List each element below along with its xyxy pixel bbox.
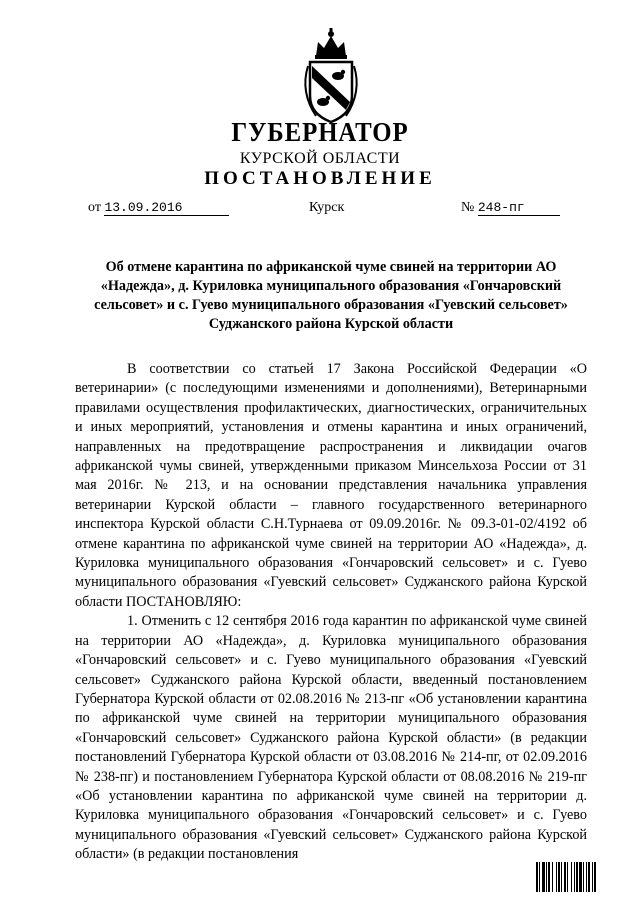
- barcode-bar: [586, 862, 587, 892]
- document-number: 248-пг: [478, 201, 560, 216]
- document-heading: Об отмене карантина по африканской чуме свиней на территории АО «Надежда», д. Куриловка муниципального образования «Гончаровский сельсовет» и с. Гуево муниципального образования «Гуевский сельсовет» Суджанского района Курской области: [94, 259, 568, 332]
- barcode-bar: [539, 862, 540, 892]
- header-title: ГУБЕРНАТОР: [231, 117, 409, 147]
- header-region: КУРСКОЙ ОБЛАСТИ: [239, 150, 401, 167]
- coat-of-arms-icon: [296, 26, 366, 126]
- barcode-bar: [552, 862, 553, 892]
- barcode-bar: [567, 862, 568, 892]
- barcode-bar: [558, 862, 560, 892]
- barcode-bar: [571, 862, 572, 892]
- barcode-bar: [594, 862, 596, 892]
- barcode-bar: [561, 862, 562, 892]
- barcode-bar: [579, 862, 582, 892]
- barcode-bar: [556, 862, 557, 892]
- barcode-bar: [588, 862, 590, 892]
- barcode-bar: [542, 862, 545, 892]
- number-field: [461, 200, 560, 216]
- number-prefix: №: [461, 200, 475, 215]
- barcode-bar: [564, 862, 566, 892]
- document-city: Курск: [309, 200, 345, 215]
- paragraph-preamble: В соответствии со статьей 17 Закона Российской Федерации «О ветеринарии» (с последующими изменениями и дополнениями), Ветеринарными правилами осуществления профилактических, диагностических, ограничительных и иных мероприятий, установления и отмены карантина и иных ограничений, направленных на предотвращение распространения и ликвидации очагов африканской чумы свиней, утвержденными приказом Минсельхоза России от 31 мая 2016г. № 213, и на основании представления начальника управления ветеринарии Курской области – главного государственного ветеринарного инспектора Курской области С.Н.Турнаева от 09.09.2016г. № 09.3-01-02/4192 об отмене карантина по африканской чуме свиней на территории АО «Надежда», д. Куриловка муниципального образования «Гончаровский сельсовет» и с. Гуево муниципального образования «Гуевский сельсовет» Суджанского района Курской области ПОСТАНОВЛЯЮ:: [75, 361, 587, 610]
- barcode-bar: [546, 862, 547, 892]
- barcode-icon: [536, 862, 628, 892]
- barcode-bar: [548, 862, 550, 892]
- header-doc-type: ПОСТАНОВЛЕНИЕ: [204, 168, 436, 189]
- date-field: [88, 200, 229, 216]
- barcode-bar: [576, 862, 578, 892]
- barcode-bar: [574, 862, 575, 892]
- barcode-bar: [592, 862, 593, 892]
- document-body: [75, 360, 587, 865]
- barcode-bar: [536, 862, 538, 892]
- date-prefix: от: [88, 200, 101, 215]
- barcode-bar: [583, 862, 584, 892]
- document-date: 13.09.2016: [104, 201, 229, 216]
- paragraph-item-1: 1. Отменить с 12 сентября 2016 года карантин по африканской чуме свиней на территории АО «Надежда», д. Куриловка муниципального образования «Гончаровский сельсовет» и с. Гуево муниципального образования «Гуевский сельсовет» Суджанского района Курской области, введенный постановлением Губернатора Курской области от 02.08.2016 № 213-пг «Об установлении карантина по африканской чуме свиней на территории муниципального образования «Гончаровский сельсовет» Суджанского района Курской области» (в редакции постановлений Губернатора Курской области от 03.08.2016 № 214-пг, от 02.09.2016 № 238-пг) и постановлением Губернатора Курской области от 08.08.2016 № 219-пг «Об установлении карантина по африканской чуме свиней на территории д. Куриловка муниципального образования «Гончаровский сельсовет» и с. Гуево муниципального образования «Гуевский сельсовет» Суджанского района Курской области» (в редакции постановления: [75, 613, 587, 863]
